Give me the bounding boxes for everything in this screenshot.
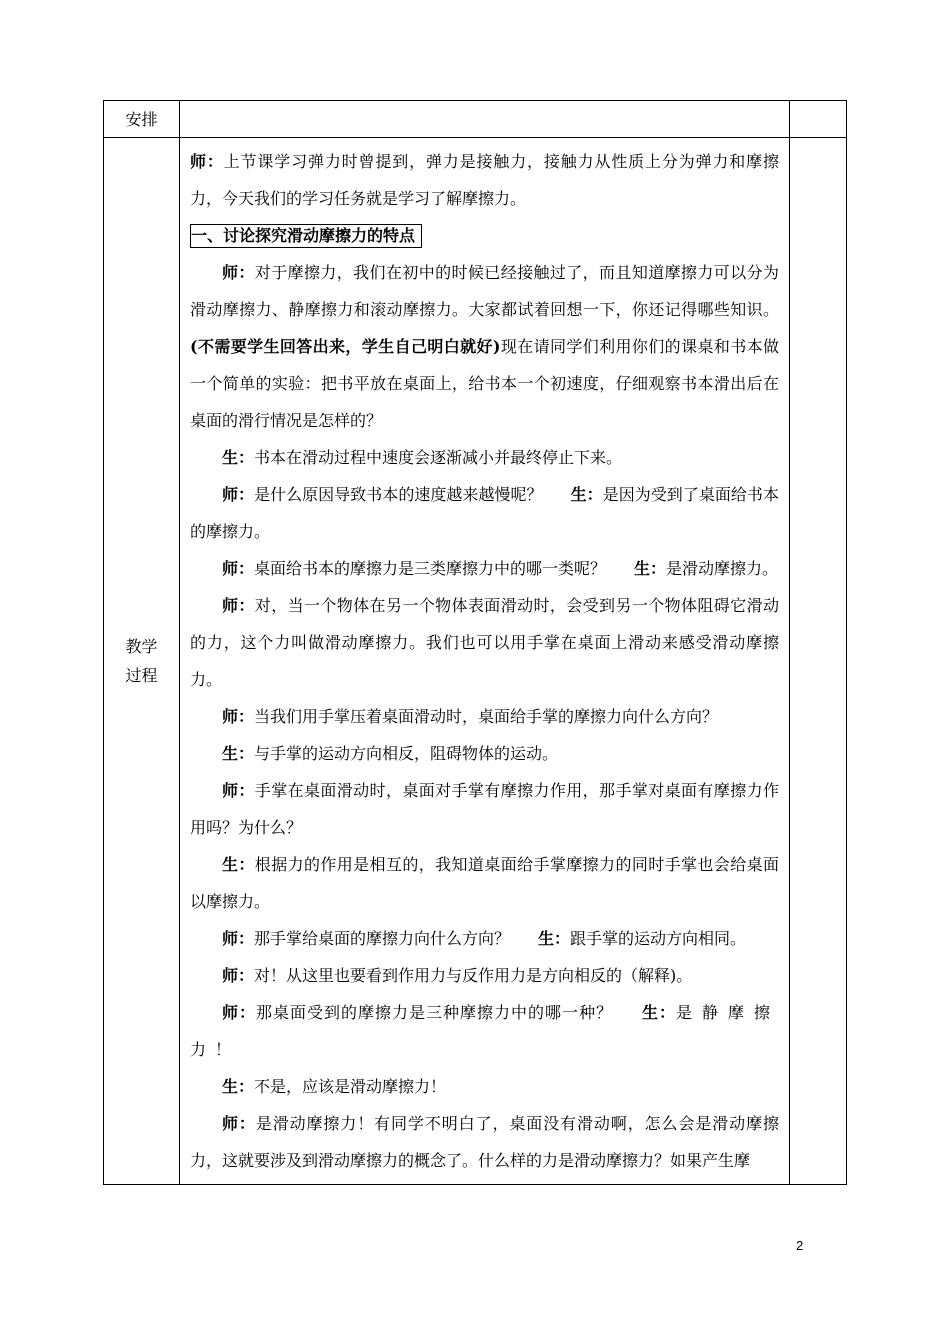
speaker-teacher: 师： [222, 559, 255, 578]
row-label-line-1: 教学 [125, 637, 158, 656]
paragraph-text: 对于摩擦力，我们在初中的时候已经接触过了，而且知道摩擦力可以分为滑动摩擦力、静摩擦力和滚动摩擦力。大家都试着回想一下，你还记得哪些知识。 [190, 263, 779, 319]
lesson-plan-table [103, 100, 847, 1185]
paragraph-text: 桌面给书本的摩擦力是三类摩擦力中的哪一类呢？ [254, 559, 607, 578]
page-number: 2 [796, 1238, 804, 1253]
speaker-student: 生： [222, 448, 255, 467]
paragraph [190, 846, 779, 920]
speaker-teacher: 师： [222, 485, 255, 504]
teaching-dialogue [180, 138, 789, 1184]
section-heading-row [190, 217, 779, 254]
paragraph-text: 不是，应该是滑动摩擦力！ [254, 1077, 447, 1096]
notes-cell-top [790, 101, 847, 138]
arrangement-content-cell [180, 101, 790, 138]
speaker-student: 生： [222, 855, 255, 874]
paragraph [190, 476, 779, 550]
paragraph-text: 是什么原因导致书本的速度越来越慢呢？ [254, 485, 543, 504]
speaker-student: 生： [634, 559, 667, 578]
paragraph-text: 是滑动摩擦力。 [666, 559, 779, 578]
paragraph [190, 698, 779, 735]
bold-note: (不需要学生回答出来，学生自己明白就好) [190, 337, 501, 356]
paragraph-text: 对！从这里也要看到作用力与反作用力是方向相反的（解释)。 [254, 966, 693, 985]
paragraph [190, 550, 779, 587]
speaker-teacher: 师： [222, 1003, 256, 1022]
paragraph [190, 957, 779, 994]
paragraph-text: 与手掌的运动方向相反，阻碍物体的运动。 [254, 744, 559, 763]
teaching-process-content-cell [180, 138, 790, 1185]
paragraph-text: 跟手掌的运动方向相同。 [570, 929, 747, 948]
speaker-teacher: 师： [222, 596, 255, 615]
speaker-teacher: 师： [222, 1114, 256, 1133]
speaker-teacher: 师： [222, 781, 255, 800]
speaker-student: 生： [640, 1003, 676, 1022]
speaker-student: 生： [570, 485, 603, 504]
speaker-student: 生： [222, 744, 255, 763]
row-label-line-2: 过程 [125, 666, 158, 685]
paragraph-text: 上节课学习弹力时曾提到，弹力是接触力，接触力从性质上分为弹力和摩擦力，今天我们的学习任务就是学习了解摩擦力。 [190, 152, 779, 208]
paragraph-text: 手掌在桌面滑动时，桌面对手掌有摩擦力作用，那手掌对桌面有摩擦力作用吗？为什么？ [190, 781, 779, 837]
paragraph [190, 587, 779, 698]
paragraph [190, 772, 779, 846]
notes-cell-main [790, 138, 847, 1185]
speaker-teacher: 师： [222, 929, 255, 948]
paragraph [190, 994, 779, 1068]
speaker-student: 生： [538, 929, 571, 948]
row-label-arrangement: 安排 [104, 101, 180, 138]
table-row-arrangement [104, 101, 847, 138]
paragraph-text: 那桌面受到的摩擦力是三种摩擦力中的哪一种？ [256, 1003, 613, 1022]
paragraph [190, 1068, 779, 1105]
table-row-teaching-process [104, 138, 847, 1185]
paragraph-text: 对，当一个物体在另一个物体表面滑动时，会受到另一个物体阻碍它滑动的力，这个力叫做滑动摩擦力。我们也可以用手掌在桌面上滑动来感受滑动摩擦力。 [190, 596, 779, 689]
paragraph-text: 那手掌给桌面的摩擦力向什么方向？ [254, 929, 511, 948]
speaker-teacher: 师： [222, 263, 255, 282]
speaker-teacher: 师： [222, 966, 255, 985]
paragraph [190, 439, 779, 476]
section-heading: 一、讨论探究滑动摩擦力的特点 [190, 224, 422, 248]
paragraph-text: 是静摩擦力！ [190, 1003, 779, 1059]
speaker-teacher: 师： [222, 707, 255, 726]
paragraph [190, 920, 779, 957]
paragraph-text: 当我们用手掌压着桌面滑动时，桌面给手掌的摩擦力向什么方向？ [254, 707, 719, 726]
paragraph-text: 现在请同学们利用你们的课桌和书本做一个简单的实验：把书平放在桌面上，给书本一个初速度，仔细观察书本滑出后在桌面的滑行情况是怎样的？ [190, 337, 779, 430]
row-label-teaching-process [104, 138, 180, 1185]
paragraph-text: 是滑动摩擦力！有同学不明白了，桌面没有滑动啊，怎么会是滑动摩擦力，这就要涉及到滑动摩擦力的概念了。什么样的力是滑动摩擦力？如果产生摩 [190, 1114, 779, 1170]
paragraph-text: 书本在滑动过程中速度会逐渐减小并最终停止下来。 [254, 448, 623, 467]
paragraph [190, 143, 779, 217]
paragraph [190, 254, 779, 439]
paragraph [190, 1105, 779, 1179]
paragraph-text: 是因为受到了桌面给书本的摩擦力。 [190, 485, 779, 541]
speaker-student: 生： [222, 1077, 255, 1096]
paragraph-text: 根据力的作用是相互的，我知道桌面给手掌摩擦力的同时手掌也会给桌面以摩擦力。 [190, 855, 779, 911]
speaker-teacher: 师： [190, 152, 224, 171]
paragraph [190, 735, 779, 772]
